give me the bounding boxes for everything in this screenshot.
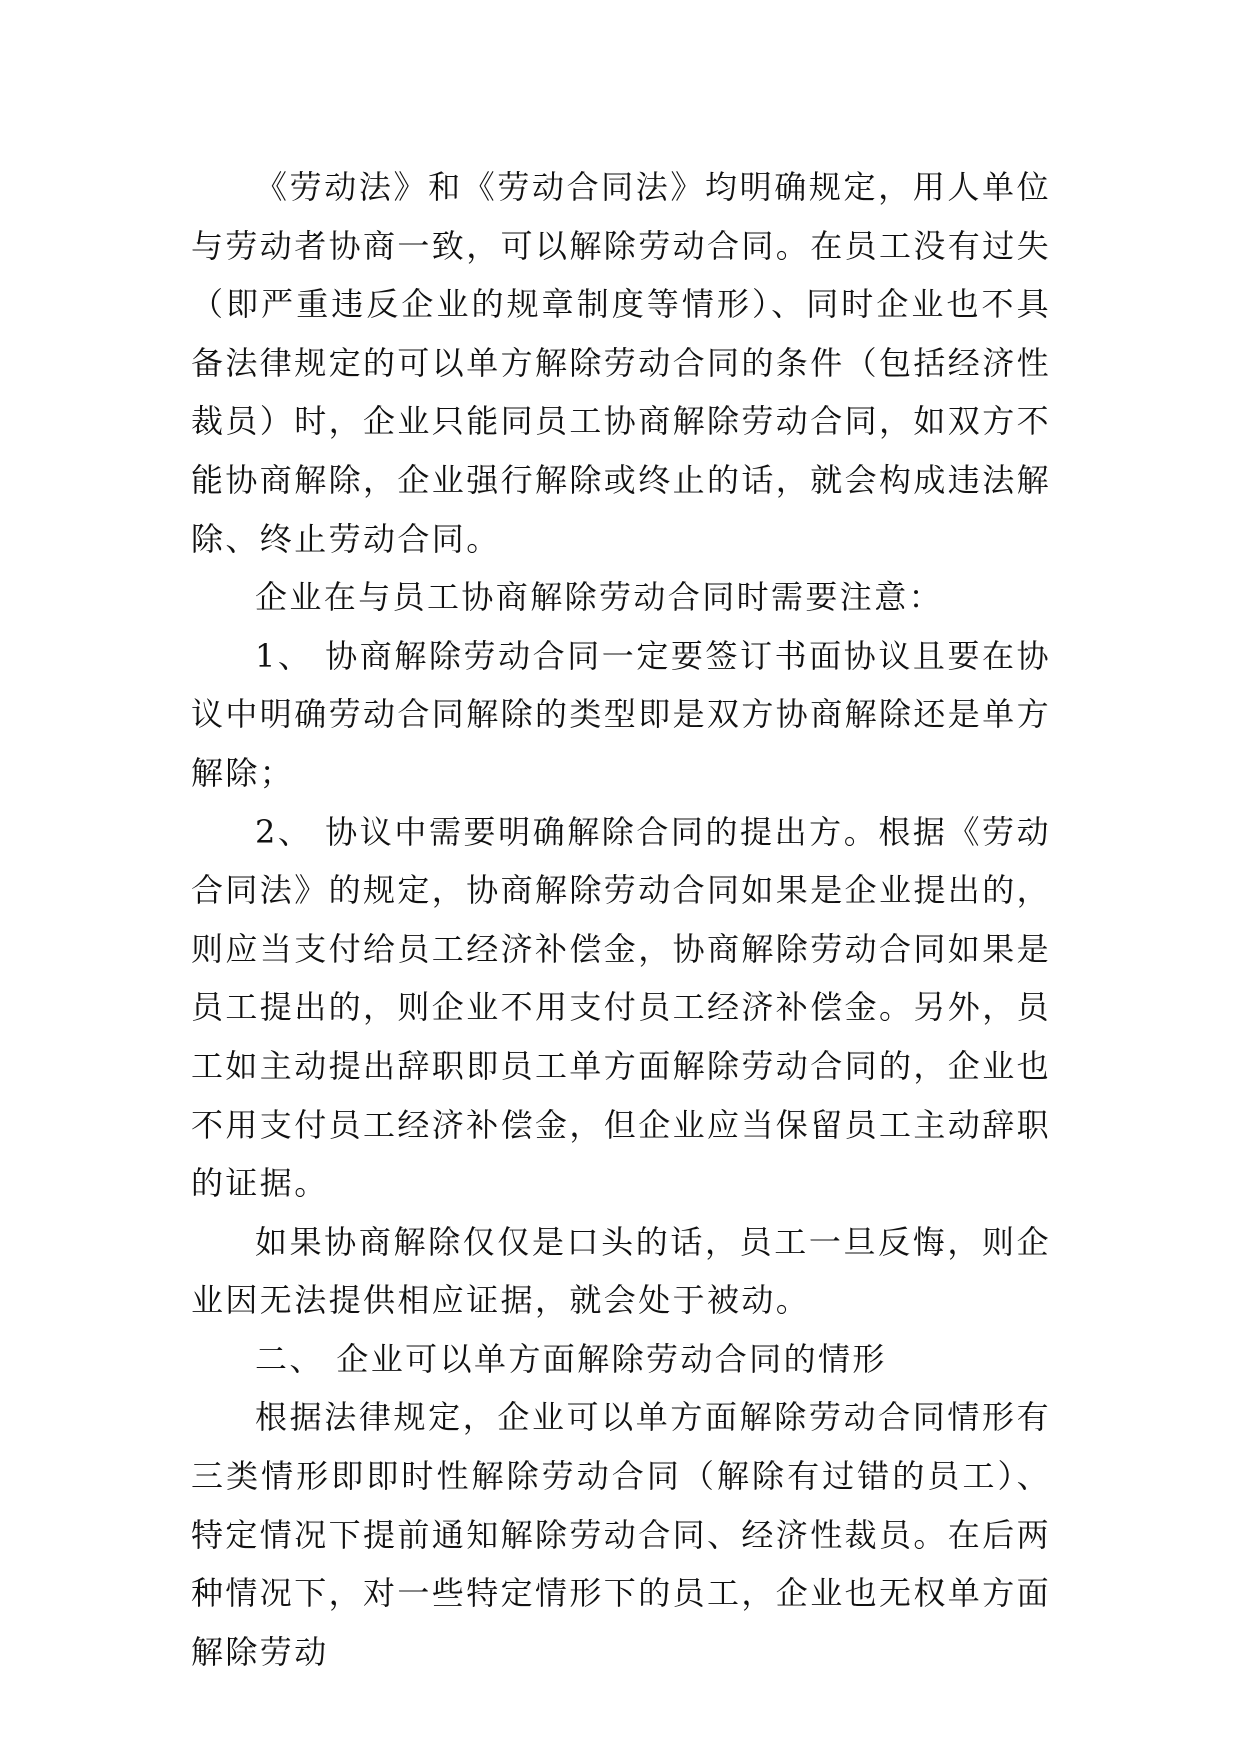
paragraph-unilateral-cases: 根据法律规定，企业可以单方面解除劳动合同情形有三类情形即即时性解除劳动合同（解除有过错的员工）、特定情况下提前通知解除劳动合同、经济性裁员。在后两种情况下，对一些特定情形下的员工，企业也无权单方面解除劳动 [191,1398,1052,1671]
section-heading-unilateral: 二、 企业可以单方面解除劳动合同的情形 [255,1339,887,1378]
paragraph-item-2: 2、 协议中需要明确解除合同的提出方。根据《劳动合同法》的规定，协商解除劳动合同如果是企业提出的，则应当支付给员工经济补偿金，协商解除劳动合同如果是员工提出的，则企业不用支付员工经济补偿金。另外，员工如主动提出辞职即员工单方面解除劳动合同的，企业也不用支付员工经济补偿金，但企业应当保留员工主动辞职的证据。 [191,812,1052,1203]
paragraph-item-1: 1、 协商解除劳动合同一定要签订书面协议且要在协议中明确劳动合同解除的类型即是双方协商解除还是单方解除； [191,636,1052,792]
paragraph-oral-agreement: 如果协商解除仅仅是口头的话，员工一旦反悔，则企业因无法提供相应证据，就会处于被动。 [191,1222,1051,1320]
document-body [191,158,1051,1681]
paragraph-notes-intro: 企业在与员工协商解除劳动合同时需要注意： [255,578,944,617]
paragraph-mutual-termination: 《劳动法》和《劳动合同法》均明确规定，用人单位与劳动者协商一致，可以解除劳动合同。在员工没有过失（即严重违反企业的规章制度等情形）、同时企业也不具备法律规定的可以单方解除劳动合同的条件（包括经济性裁员）时，企业只能同员工协商解除劳动合同，如双方不能协商解除，企业强行解除或终止的话，就会构成违法解除、终止劳动合同。 [191,168,1052,558]
